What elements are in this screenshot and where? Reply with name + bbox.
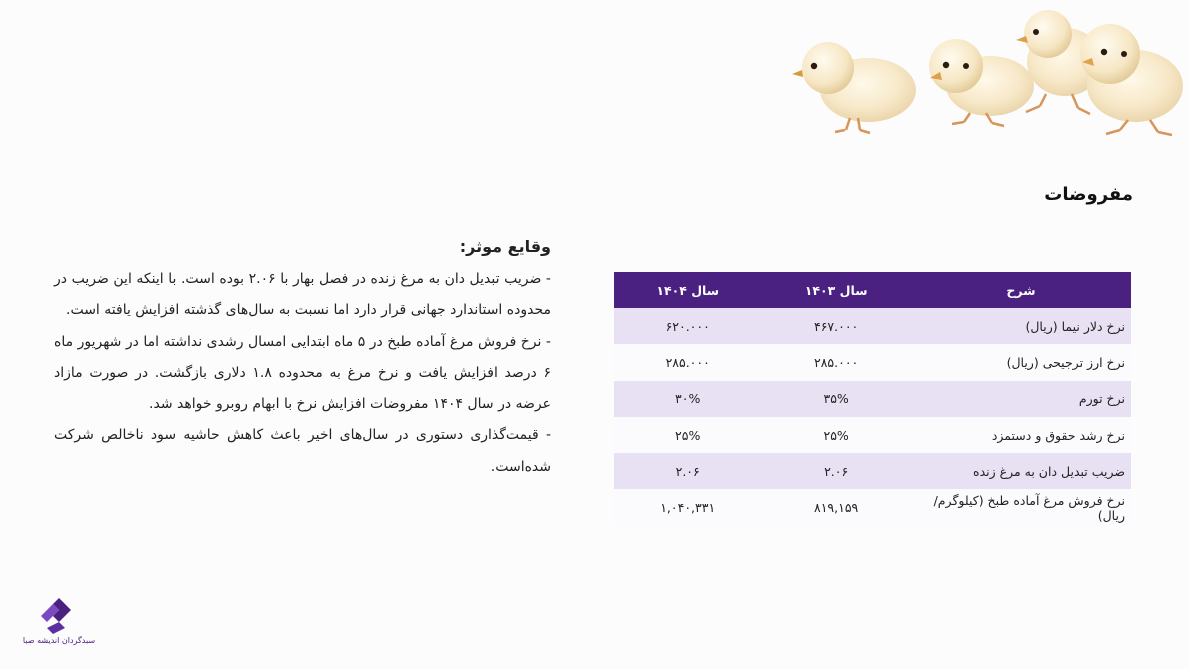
- effective-events: [54, 232, 551, 483]
- header-description: شرح: [911, 272, 1131, 308]
- table-row: [614, 308, 1131, 344]
- row-value-1403: ۲۸۵.۰۰۰: [761, 344, 911, 380]
- header-year-1404: سال ۱۴۰۴: [614, 272, 761, 308]
- row-value-1404: ۲۵%: [614, 417, 761, 453]
- logo-icon: [14, 596, 104, 636]
- assumptions-table: [614, 272, 1131, 526]
- table-header-row: [614, 272, 1131, 308]
- table-row: [614, 489, 1131, 525]
- row-value-1404: ۱,۰۴۰,۳۳۱: [614, 489, 761, 525]
- logo-text: سبدگردان اندیشه صبا: [22, 636, 96, 645]
- row-description: ضریب تبدیل دان به مرغ زنده: [911, 453, 1131, 489]
- header-year-1403: سال ۱۴۰۳: [761, 272, 911, 308]
- row-value-1403: ۲.۰۶: [761, 453, 911, 489]
- row-description: نرخ تورم: [911, 381, 1131, 417]
- row-value-1404: ۲۸۵.۰۰۰: [614, 344, 761, 380]
- row-description: نرخ ارز ترجیحی (ریال): [911, 344, 1131, 380]
- event-item: - قیمت‌گذاری دستوری در سال‌های اخیر باعث کاهش حاشیه سود ناخالص شرکت شده‌است.: [54, 427, 551, 475]
- row-value-1403: ۲۵%: [761, 417, 911, 453]
- table-row: [614, 417, 1131, 453]
- row-value-1403: ۸۱۹,۱۵۹: [761, 489, 911, 525]
- row-description: نرخ فروش مرغ آماده طبخ (کیلوگرم/ریال): [911, 489, 1131, 525]
- table-row: [614, 344, 1131, 380]
- event-item: - ضریب تبدیل دان به مرغ زنده در فصل بهار با ۲.۰۶ بوده است. با اینکه این ضریب در محدوده استاندارد جهانی قرار دارد اما نسبت به سال‌های گذشته افزایش یافته است.: [54, 271, 551, 319]
- row-value-1404: ۶۲۰.۰۰۰: [614, 308, 761, 344]
- events-title: وقایع موثر:: [459, 237, 551, 256]
- row-description: نرخ دلار نیما (ریال): [911, 308, 1131, 344]
- chicks-image: [790, 0, 1189, 140]
- section-title: مفروضات: [1044, 184, 1133, 205]
- row-value-1403: ۳۵%: [761, 381, 911, 417]
- company-logo: [14, 596, 104, 652]
- row-value-1404: ۲.۰۶: [614, 453, 761, 489]
- event-item: - نرخ فروش مرغ آماده طبخ در ۵ ماه ابتدایی امسال رشدی نداشته اما در شهریور ماه ۶ درصد افزایش یافت و نرخ مرغ به محدوده ۱.۸ دلاری بازگشت. در صورت مازاد عرضه در سال ۱۴۰۴ مفروضات افزایش نرخ با ابهام روبرو خواهد شد.: [54, 333, 551, 413]
- table-row: [614, 381, 1131, 417]
- row-description: نرخ رشد حقوق و دستمزد: [911, 417, 1131, 453]
- row-value-1403: ۴۶۷.۰۰۰: [761, 308, 911, 344]
- row-value-1404: ۳۰%: [614, 381, 761, 417]
- table-row: [614, 453, 1131, 489]
